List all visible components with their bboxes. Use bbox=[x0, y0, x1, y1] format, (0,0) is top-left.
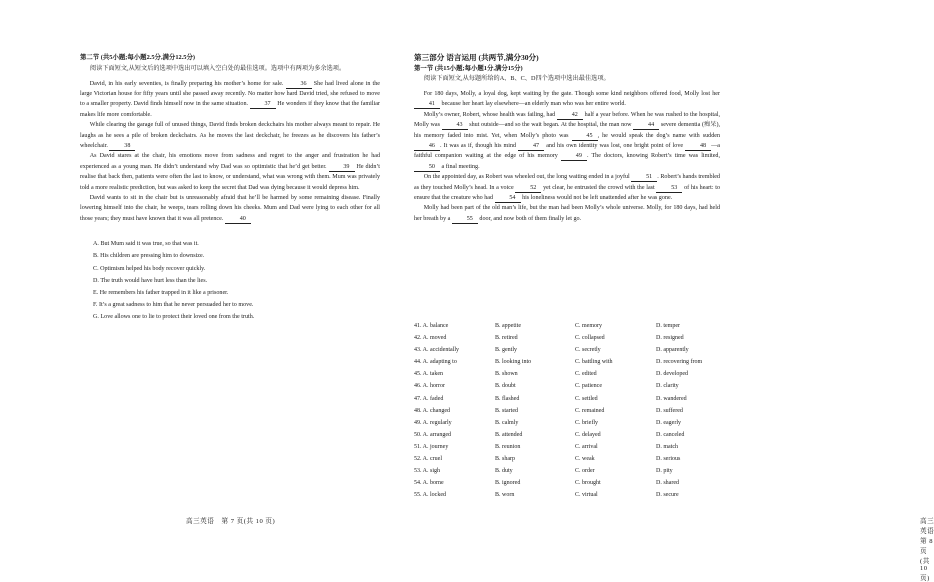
choice-option[interactable]: B. sharp bbox=[495, 456, 515, 463]
blank-38[interactable]: 38 bbox=[109, 142, 135, 151]
blank-47[interactable]: 47 bbox=[518, 142, 544, 151]
option-item[interactable]: G. Love allows one to lie to protect their loved one from the truth. bbox=[93, 314, 255, 321]
blank-46[interactable]: 46 bbox=[414, 142, 440, 151]
blank-36[interactable]: 36 bbox=[286, 80, 312, 89]
option-item[interactable]: A. But Mum said it was true, so that was it. bbox=[93, 241, 199, 248]
passage-text: and his own identity was lost, one bright point of love bbox=[544, 143, 686, 150]
passage-text: half a year before. When he was rushed to the hospital, Molly was bbox=[414, 111, 720, 129]
paragraph bbox=[414, 203, 720, 224]
choice-option[interactable]: C. patience bbox=[575, 383, 602, 390]
question-row bbox=[414, 417, 720, 429]
question-choice-a[interactable]: 51. A. journey bbox=[414, 443, 449, 450]
choice-option[interactable]: D. match bbox=[656, 443, 678, 450]
question-row bbox=[414, 320, 720, 332]
question-row bbox=[414, 489, 720, 501]
question-row bbox=[414, 380, 720, 392]
choice-option[interactable]: B. started bbox=[495, 407, 518, 414]
choice-table bbox=[414, 320, 720, 501]
option-item[interactable]: E. He remembers his father trapped in it like a prisoner. bbox=[93, 290, 229, 296]
passage-text: —a faithful companion waiting at the edge of his memory bbox=[414, 143, 720, 160]
question-row bbox=[414, 429, 720, 441]
question-row bbox=[414, 332, 720, 344]
choice-option[interactable]: B. calmly bbox=[495, 419, 519, 426]
passage-text: Molly had been part of the old man’s life, but the man had been Molly’s whole universe. Molly, for 180 days, had held her breath by a bbox=[414, 205, 720, 222]
paragraph bbox=[80, 120, 380, 151]
blank-50[interactable]: 50 bbox=[414, 163, 440, 172]
paragraph bbox=[414, 172, 720, 203]
choice-option[interactable]: D. clarity bbox=[656, 383, 679, 390]
section-title: 第一节 (共15小题;每小题1分,满分15分) bbox=[414, 64, 523, 72]
blank-53[interactable]: 53 bbox=[656, 184, 682, 193]
passage-text: yet clear, he entrusted the crowd with the last bbox=[541, 184, 657, 191]
question-row bbox=[414, 368, 720, 380]
blank-41[interactable]: 41 bbox=[414, 100, 440, 109]
blank-37[interactable]: 37 bbox=[250, 100, 276, 109]
instructions: 阅读下面短文,从短文后的选项中选出可以填入空白处的最佳选项。选项中有两项为多余选项。 bbox=[89, 64, 346, 72]
choice-option[interactable]: B. gently bbox=[495, 347, 517, 354]
paragraph bbox=[414, 89, 720, 110]
passage-text: For 180 days, Molly, a loyal dog, kept waiting by the gate. Though some kind neighbors offered food, Molly lost her bbox=[423, 91, 720, 97]
section-title: 第二节 (共5小题;每小题2.5分,满分12.5分) bbox=[80, 54, 196, 61]
question-choice-a[interactable]: 54. A. borne bbox=[414, 480, 444, 487]
choice-option[interactable]: D. shared bbox=[656, 480, 679, 487]
choice-option[interactable]: C. delayed bbox=[575, 431, 601, 438]
choice-option[interactable]: B. retired bbox=[495, 335, 518, 342]
choice-option[interactable]: B. looking into bbox=[495, 359, 532, 366]
option-item[interactable]: D. The truth would have hurt less than the lies. bbox=[93, 277, 208, 284]
cloze-section bbox=[414, 53, 720, 224]
question-choice-a[interactable]: 44. A. adapting to bbox=[414, 359, 457, 366]
passage-text: On the appointed day, as Robert was wheeled out, the long waiting ended in a joyful bbox=[423, 174, 632, 181]
blank-52[interactable]: 52 bbox=[515, 184, 541, 193]
choice-option[interactable]: C. remained bbox=[575, 407, 605, 414]
option-item[interactable]: B. His children are pressing him to downsize. bbox=[93, 253, 205, 260]
blank-54[interactable]: 54 bbox=[495, 194, 521, 203]
question-choice-a[interactable]: 46. A. horror bbox=[414, 383, 445, 390]
reading-section bbox=[80, 53, 380, 324]
passage-text: While clearing the garage full of unused things, David finds broken deckchairs his mother always meant to repair. He laughs as he sees a pile of broken deckchairs. As he moves the last deckchair, he freezes as he discovers his father’s wheelchair. bbox=[80, 122, 380, 149]
blank-55[interactable]: 55 bbox=[452, 215, 478, 224]
page-7 bbox=[0, 0, 400, 566]
choice-option[interactable]: B. duty bbox=[495, 468, 513, 475]
question-row bbox=[414, 393, 720, 405]
blank-39[interactable]: 39 bbox=[329, 163, 355, 172]
passage bbox=[80, 79, 380, 225]
paragraph bbox=[80, 79, 380, 121]
choice-option[interactable]: C. weak bbox=[575, 456, 595, 463]
choice-option[interactable]: D. secure bbox=[656, 492, 679, 499]
question-row bbox=[414, 356, 720, 368]
paragraph bbox=[80, 193, 380, 224]
choice-option[interactable]: C. order bbox=[575, 468, 595, 475]
choice-option[interactable]: D. recovering from bbox=[656, 359, 703, 366]
paragraph bbox=[414, 110, 720, 172]
passage-text: . Robert’s hands trembled as they touched Molly’s head. In a voice bbox=[414, 174, 720, 191]
choice-option[interactable]: B. attended bbox=[495, 431, 523, 438]
options-list bbox=[80, 238, 380, 323]
passage-text: severe dementia (痴呆), his memory faded into mist. Yet, when Molly’s photo was bbox=[414, 122, 721, 139]
choice-option[interactable]: C. memory bbox=[575, 323, 602, 329]
question-row bbox=[414, 405, 720, 417]
blank-49[interactable]: 49 bbox=[561, 152, 587, 161]
question-choice-a[interactable]: 48. A. changed bbox=[414, 407, 450, 414]
question-row bbox=[414, 344, 720, 356]
choice-option[interactable]: D. canceled bbox=[656, 431, 685, 438]
question-choice-a[interactable]: 50. A. arranged bbox=[414, 431, 451, 438]
passage-text: because her heart lay elsewhere—an elderly man who was her entire world. bbox=[440, 101, 626, 108]
choice-option[interactable]: B. shown bbox=[495, 371, 518, 378]
blank-48[interactable]: 48 bbox=[685, 142, 711, 151]
choice-option[interactable]: C. battling with bbox=[575, 359, 613, 366]
paragraph bbox=[80, 151, 380, 193]
blank-42[interactable]: 42 bbox=[557, 111, 583, 120]
choice-option[interactable]: B. doubt bbox=[495, 383, 516, 390]
choice-option[interactable]: C. virtual bbox=[575, 492, 598, 499]
choice-option[interactable]: D. suffered bbox=[656, 407, 683, 414]
choice-option[interactable]: B. worn bbox=[495, 492, 515, 499]
option-item[interactable]: C. Optimism helped his body recover quickly. bbox=[93, 265, 206, 272]
choice-option[interactable]: D. pity bbox=[656, 468, 673, 475]
question-row bbox=[414, 465, 720, 477]
question-choice-a[interactable]: 45. A. taken bbox=[414, 371, 443, 378]
choice-option[interactable]: D. apparently bbox=[656, 347, 689, 354]
blank-51[interactable]: 51 bbox=[631, 173, 657, 182]
choice-option[interactable]: D. resigned bbox=[656, 335, 684, 342]
blank-40[interactable]: 40 bbox=[225, 215, 251, 224]
passage-text: door, and now both of them finally let go. bbox=[477, 215, 582, 222]
choice-option[interactable]: D. temper bbox=[656, 323, 680, 329]
passage-text: his loneliness would not be left unattended after he was gone. bbox=[520, 195, 673, 202]
choice-option[interactable]: C. collapsed bbox=[575, 335, 605, 342]
blank-44[interactable]: 44 bbox=[633, 121, 659, 130]
question-row bbox=[414, 453, 720, 465]
choice-option[interactable]: D. wandered bbox=[656, 395, 687, 402]
question-choice-a[interactable]: 53. A. sigh bbox=[414, 468, 441, 475]
page-footer: 高三英语 第 7 页(共 10 页) bbox=[186, 518, 276, 525]
passage-text: shut outside—and so the wait began. At the hospital, the man now bbox=[467, 122, 634, 129]
passage-text: He didn’t realise that back then, patients were often the last to know, or understand, what was wrong with them. Mum was privately told a more realistic prediction, but was asked to keep the secret that Dad was dying because it would depress him. bbox=[80, 163, 380, 191]
choice-option[interactable]: B. appetite bbox=[495, 323, 521, 329]
choice-option[interactable]: C. settled bbox=[575, 395, 598, 402]
choice-option[interactable]: D. eagerly bbox=[656, 419, 681, 426]
passage-text: David wants to sit in the chair but is unreasonably afraid that he’ll be harmed by some remaining disease. Finally lowering himself into the chair, he weeps, tears rolling down his cheeks. Mum and Dad were lying to each other for all those years; they must have known that it was all pretence. bbox=[80, 194, 380, 222]
blank-45[interactable]: 45 bbox=[572, 132, 598, 141]
choice-option[interactable]: C. secretly bbox=[575, 347, 601, 354]
choice-option[interactable]: C. arrival bbox=[575, 443, 598, 450]
passage-text: . It was as if, though his mind bbox=[440, 143, 519, 150]
question-choice-a[interactable]: 52. A. cruel bbox=[414, 456, 442, 463]
option-item[interactable]: F. It’s a great sadness to him that he never persuaded her to move. bbox=[93, 302, 254, 309]
question-choice-a[interactable]: 49. A. regularly bbox=[414, 419, 452, 426]
passage-text: , he would speak the dog’s name with sudden bbox=[597, 132, 720, 139]
choice-option[interactable]: D. developed bbox=[656, 371, 688, 378]
passage-text: As David stares at the chair, his emotions move from sadness and regret to the anger and frustration he had experienced as a young man. He didn’t understand why Dad was so optimistic that he’d get better. bbox=[80, 153, 380, 170]
blank-43[interactable]: 43 bbox=[442, 121, 468, 130]
question-choice-a[interactable]: 55. A. locked bbox=[414, 492, 446, 499]
choice-option[interactable]: B. ignored bbox=[495, 480, 521, 487]
passage-text: of his heart: to ensure that the creature who had bbox=[414, 184, 720, 202]
question-row bbox=[414, 477, 720, 489]
passage-text: Molly’s owner, Robert, whose health was failing, had bbox=[423, 111, 557, 118]
choice-option[interactable]: D. serious bbox=[656, 456, 681, 463]
page-footer: 高三英语 第 8 页(共 10 页) bbox=[920, 518, 934, 582]
choice-option[interactable]: B. flashed bbox=[495, 395, 520, 402]
question-choice-a[interactable]: 47. A. faded bbox=[414, 395, 444, 402]
question-choice-a[interactable]: 42. A. moved bbox=[414, 335, 447, 342]
choice-option[interactable]: C. edited bbox=[575, 371, 597, 378]
question-row bbox=[414, 441, 720, 453]
part-title: 第三部分 语言运用 (共两节,满分30分) bbox=[414, 53, 539, 62]
choice-option[interactable]: C. brought bbox=[575, 480, 601, 487]
passage-text: a final meeting. bbox=[440, 163, 480, 170]
passage-text: David, in his early seventies, is finally preparing his mother’s home for sale. bbox=[89, 80, 286, 87]
passage bbox=[414, 89, 720, 224]
choice-option[interactable]: C. briefly bbox=[575, 419, 598, 426]
choice-option[interactable]: B. reunion bbox=[495, 443, 521, 450]
question-choice-a[interactable]: 43. A. accidentally bbox=[414, 347, 459, 354]
passage-text: He wonders if they know that the familiar makes life more comfortable. bbox=[80, 101, 380, 118]
question-choice-a[interactable]: 41. A. balance bbox=[414, 323, 449, 329]
passage-text: She had lived alone in the large Victorian house for fifty years until she passed away recently. No matter how hard David tried, she refused to move to a smaller property. David finds himself now in the same situation. bbox=[80, 80, 380, 108]
instructions: 阅读下面短文,从每题所给的A、B、C、D四个选项中选出最佳选项。 bbox=[423, 75, 610, 82]
passage-text: . The doctors, knowing Robert’s time was limited, bbox=[586, 153, 721, 160]
